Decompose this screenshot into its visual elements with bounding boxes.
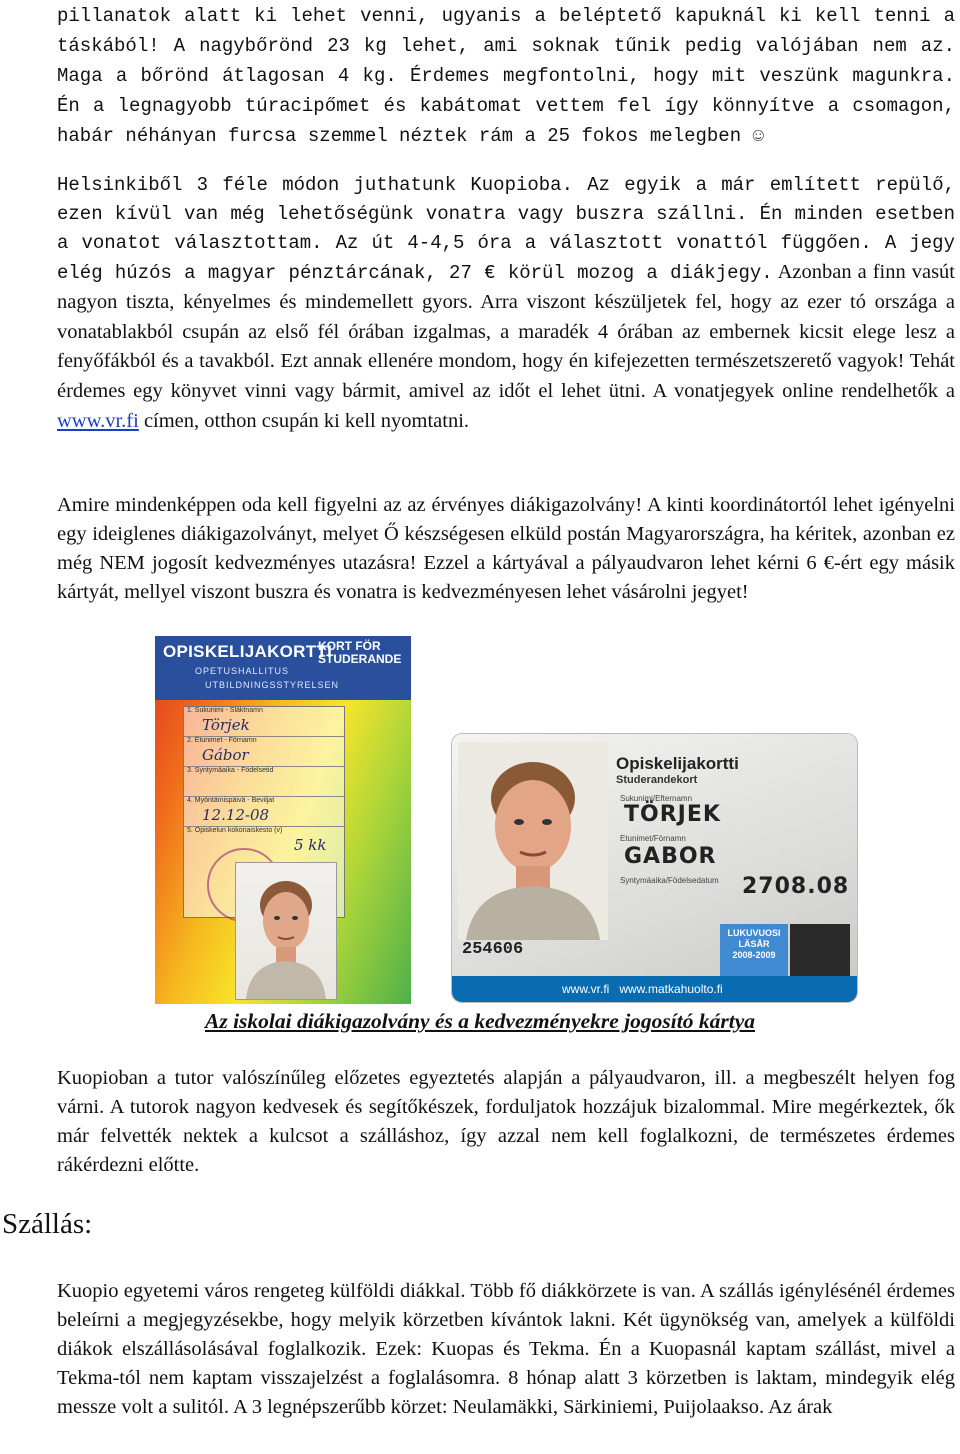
card2-surname: TÖRJEK [624, 802, 721, 827]
paragraph-trains-text-3: címen, otthon csupán ki kell nyomtatni. [138, 410, 470, 433]
card-subtitle-1: OPETUSHALLITUS [195, 666, 290, 676]
vr-link[interactable]: www.vr.fi [57, 410, 139, 433]
card2-subtitle: Studerandekort [616, 774, 698, 786]
card2-firstname: GABOR [624, 844, 717, 869]
card-kort-label: KORT FÖR STUDERANDE [318, 639, 402, 666]
paragraph-student-card [57, 491, 955, 607]
card-title: OPISKELIJAKORTTI [163, 642, 333, 661]
paragraph-trains [57, 171, 955, 437]
paragraph-tutor-text: Kuopioban a tutor valószínűleg előzetes egyeztetés alapján a pályaudvaron, ill. a megbeszélt helyen fog várni. A tutorok nagyon kedvesek és segítőkészek, forduljatok hozzájuk bizalommal. Mire megérkeztek, ők már felvették nektek a kulcsot a szálláshoz, így azzal nem kell foglalkozni, de természetes érdemes rákérdezni előtte. [57, 1067, 955, 1176]
section-heading-accommodation: Szállás: [2, 1208, 93, 1240]
card-subtitle-2: UTBILDNINGSSTYRELSEN [205, 680, 340, 690]
card2-validity: LUKUVUOSI LÄSÅR 2008-2009 [720, 924, 788, 978]
card-row-label: 3. Syntymäaika - Födelsetid [187, 767, 274, 774]
card-row-label: 5. Opiskelun kokonaiskesto (v) [187, 827, 283, 834]
discount-card-image [452, 734, 857, 1002]
card2-photo [458, 742, 608, 940]
paragraph-trains-text: Helsinkiből 3 féle módon juthatunk Kuopioba. Az egyik a már említett repülő, ezen kívül van még lehetőségünk vonatra vagy buszra szállni. Én minden esetben a vonatot választottam. Az út 4-4,5 óra a választott vonattól függően. A jegy elég húzós a magyar pénztárcának, 27 € körül mozog a diákjegy. [57, 174, 955, 284]
card2-title: Opiskelijakortti [616, 754, 739, 773]
paragraph-trains-text-2: Azonban a finn vasút nagyon tiszta, kényelmes és mindemellett gyors. Arra viszont készüljetek fel, hogy az ezer tó országa a vonatablakból csupán az első fél órában izgalmas, a maradék 4 órában az embernek kicsit elege lesz a fenyőfákból és a tavakból. Ezt annak ellenére mondom, hogy én kifejezetten természetszerető vagyok! Tehát érdemes egy könyvet vinni vagy bármit, amivel az időt el lehet ütni. A vonatjegyek online rendelhetők a [57, 260, 956, 403]
portrait-icon [236, 863, 336, 999]
card-row-value: Törjek [202, 716, 250, 734]
card-form-row [184, 797, 344, 827]
paragraph-accommodation [57, 1277, 955, 1422]
card-form-row [184, 767, 344, 797]
card-row-value: Gábor [202, 746, 249, 764]
card2-validity-dark [790, 924, 850, 978]
card-row-label: 2. Etunimet - Förnamn [187, 737, 257, 744]
card-row-value: 5 kk [294, 836, 327, 854]
card2-number: 254606 [462, 940, 524, 959]
image-caption: Az iskolai diákigazolvány és a kedvezményekre jogosító kártya [205, 1009, 755, 1033]
student-card-image [155, 636, 411, 1004]
card-row-value: 12.12-08 [202, 806, 270, 824]
card-photo [235, 862, 337, 1000]
card2-label-firstname: Etunimet/Förnamn [620, 834, 686, 843]
card-row-label: 4. Myöntämispäivä - Beviljat [187, 797, 275, 804]
paragraph-accommodation-text: Kuopio egyetemi város rengeteg külföldi diákkal. Több fő diákkörzete is van. A szállás igénylésénél érdemes beleírni a megjegyzésekbe, hogy melyik körzetben kívántok lakni. Két ügynökség van, amelyek a külföldi diákok elszállásolásával foglalkozik. Ezek: Kuopas és Tekma. Én a Kuopasnál kaptam szállást, mivel a Tekma-tól nem kaptam visszajelzést a foglalásomra. 8 hónap alatt 3 körzetben is laktam, mindegyik elég messze volt a sulitól. A 3 legnépszerűbb körzet: Neulamäkki, Särkiniemi, Puijolaakso. Az árak [57, 1280, 955, 1418]
card-form-row [184, 707, 344, 737]
card2-label-surname: Sukunimi/Efternamn [620, 794, 693, 803]
card2-label-birth: Syntymäaika/Födelsedatum [620, 876, 719, 885]
card-row-label: 1. Sukunimi - Släktnamn [187, 707, 263, 714]
card2-birth: 2708.08 [742, 874, 850, 899]
card-form-row [184, 827, 344, 856]
paragraph-luggage [57, 1, 955, 151]
paragraph-tutor [57, 1064, 955, 1180]
portrait-icon [458, 742, 608, 940]
card-form-row [184, 737, 344, 767]
paragraph-student-card-text: Amire mindenképpen oda kell figyelni az az érvényes diákigazolvány! A kinti koordinátortól lehet igényelni egy ideiglenes diákigazolványt, melyet Ő készségesen elküld postán Magyarországra, ha kéritek, azonban ez még NEM jogosít kedvezményes utazásra! Ezzel a kártyával a pályaudvaron lehet kérni 6 €-ért egy másik kártyát, mellyel viszont buszra és vonatra is kedvezményesen lehet vásárolni jegyet! [57, 494, 955, 603]
card2-footer: www.vr.fi www.matkahuolto.fi [452, 976, 857, 1002]
paragraph-luggage-text: pillanatok alatt ki lehet venni, ugyanis a beléptető kapuknál ki kell tenni a táskából! A nagybőrönd 23 kg lehet, ami soknak tűnik pedig valójában nem az. Maga a bőrönd átlagosan 4 kg. Érdemes megfontolni, hogy mit veszünk magunkra. Én a legnagyobb túracipőmet és kabátomat vettem fel így könnyítve a csomagon, habár néhányan furcsa szemmel néztek rám a 25 fokos melegben ☺ [57, 5, 955, 147]
